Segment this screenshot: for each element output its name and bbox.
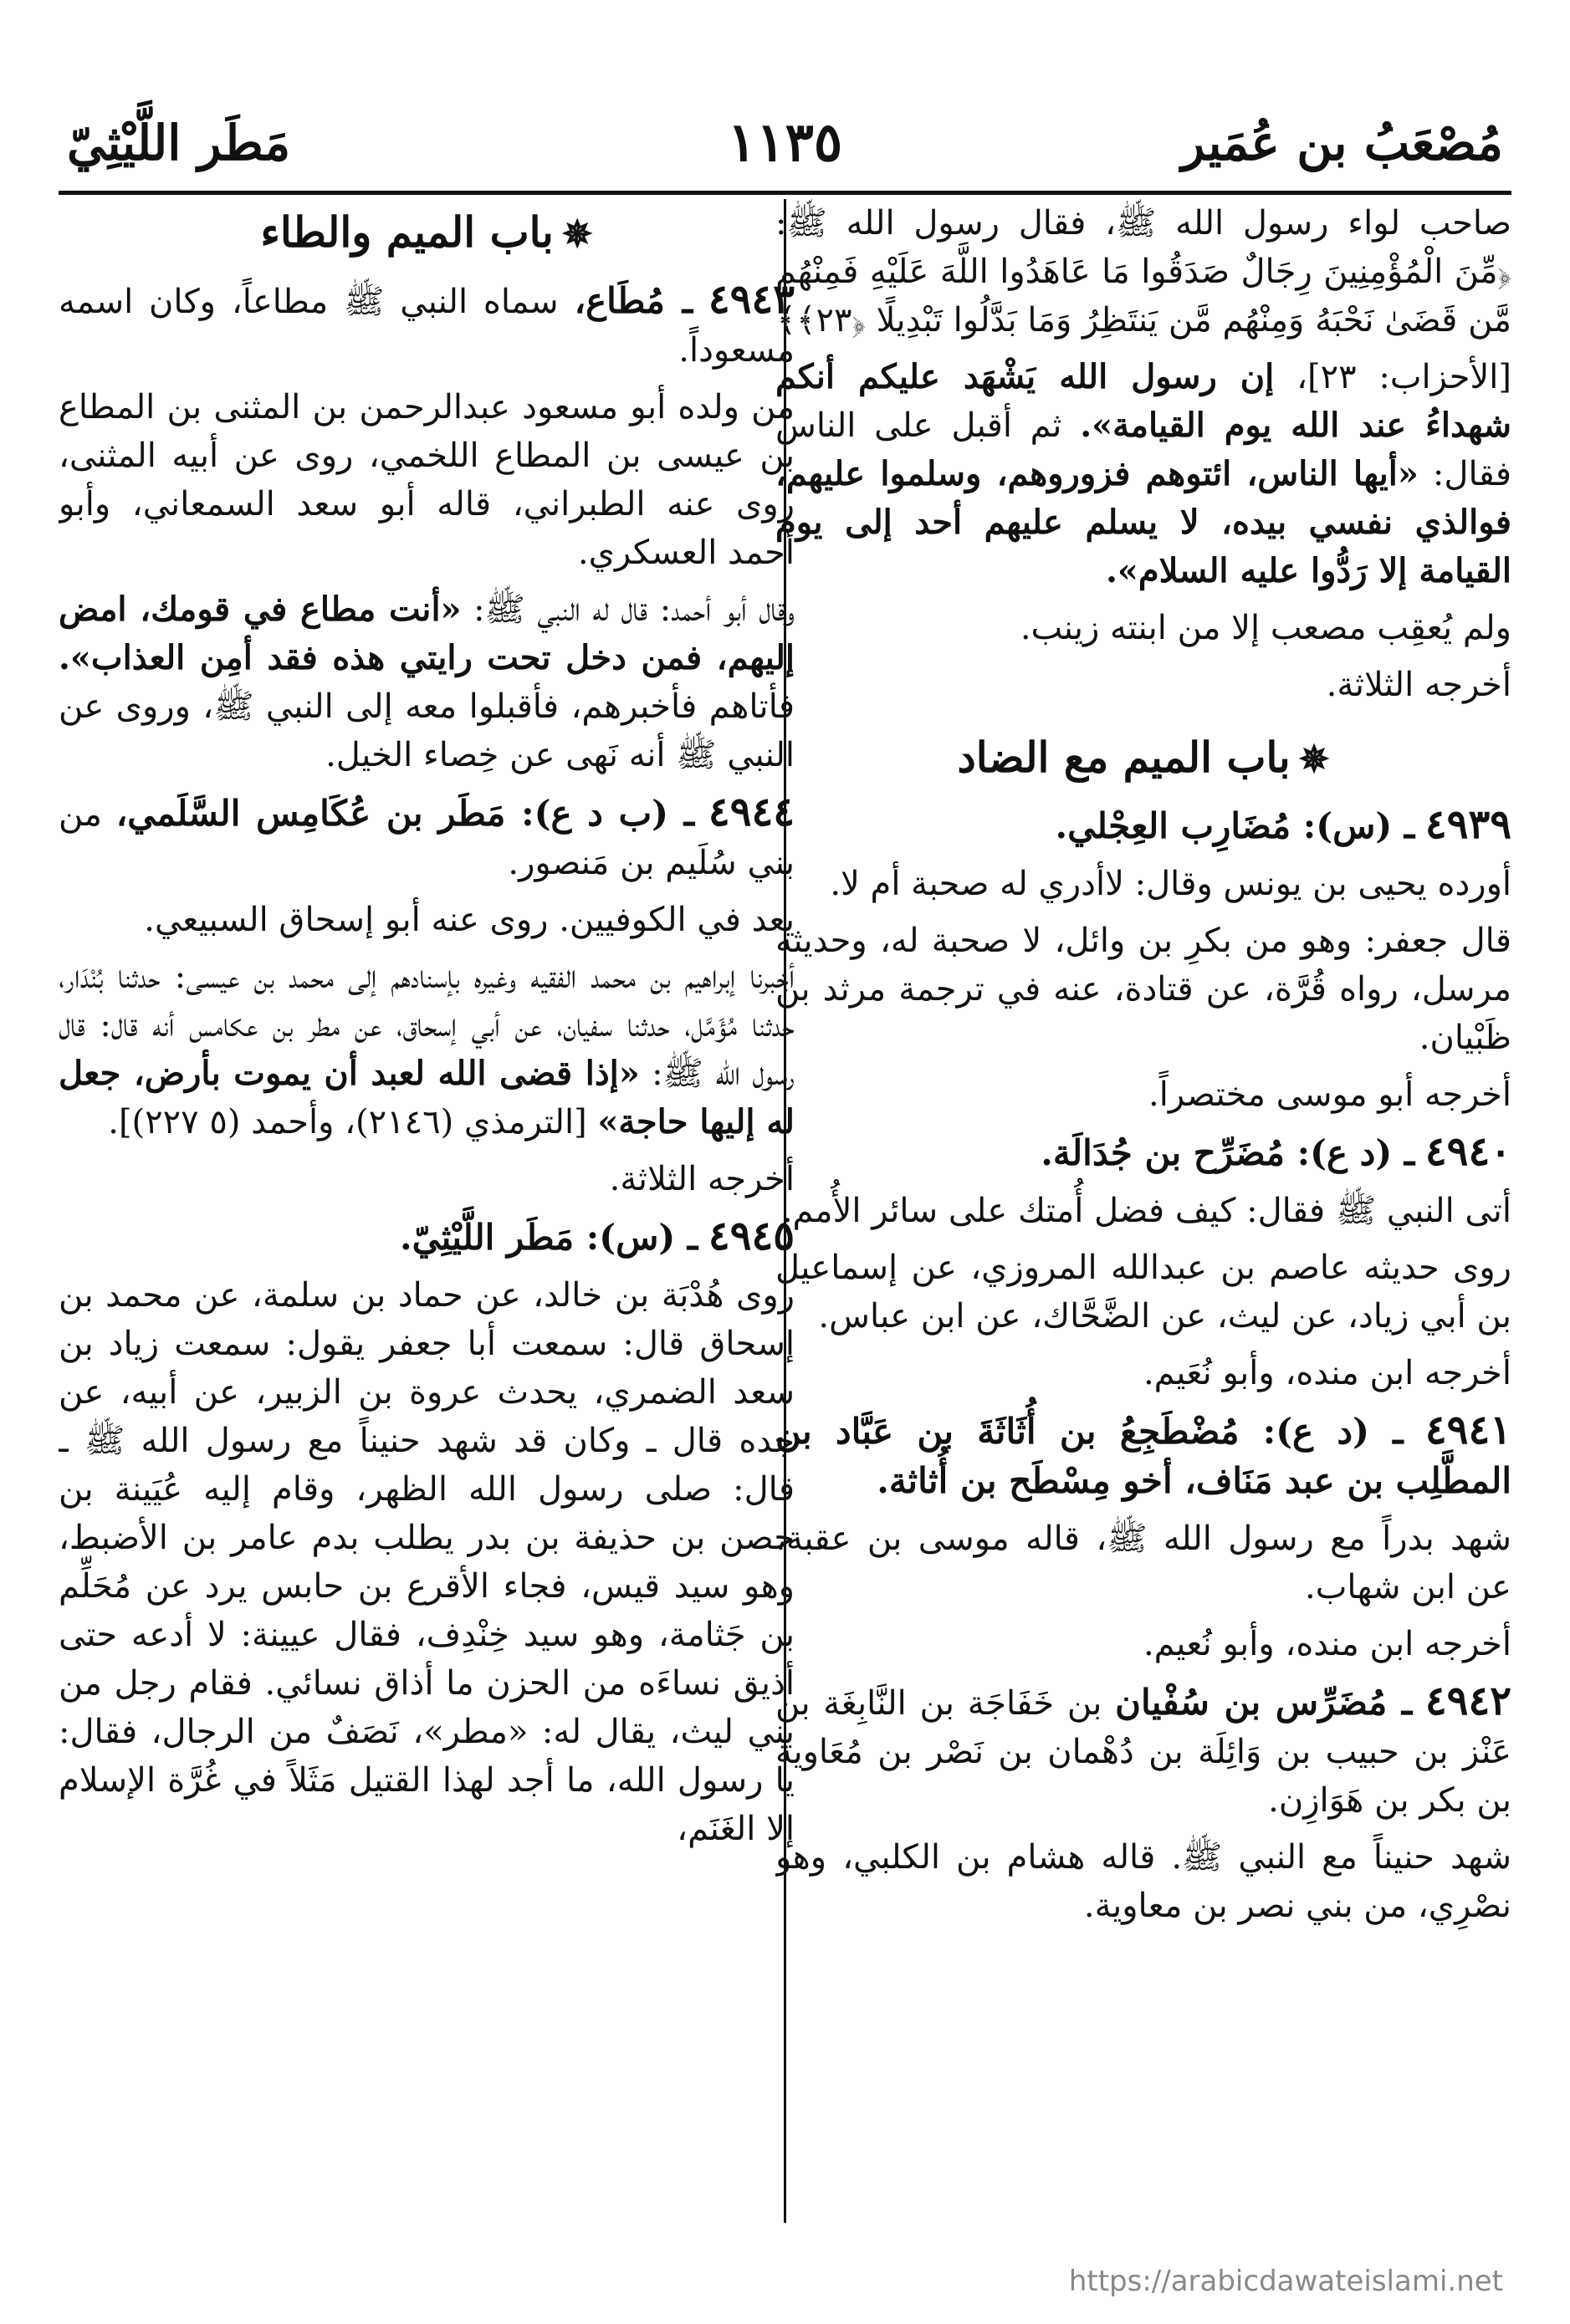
citation: [الترمذي (٢١٤٦)، وأحمد (٥ ٢٢٧)]. <box>108 1103 587 1142</box>
paragraph: أتى النبي ﷺ فقال: كيف فضل أُمتك على سائر الأُمم. <box>781 1192 1511 1230</box>
entry-title: ـ مُطَاع، <box>574 280 693 321</box>
watermark-url: https://arabicdawateislami.net <box>1068 2265 1503 2298</box>
right-column <box>775 199 1511 2223</box>
entry-text: سماه النبي ﷺ مطاعاً، وكان اسمه مسعوداً. <box>59 283 795 370</box>
entry <box>775 1677 1511 1825</box>
entry <box>59 1212 795 1263</box>
paragraph: أخرجه ابن منده، وأبو نُعَيم. <box>1143 1354 1511 1392</box>
left-column <box>59 199 795 2223</box>
entry-title: ـ مُضَرِّس بن سُفْيان <box>1115 1682 1413 1723</box>
entry-number: ٤٩٣٩ <box>1424 801 1511 848</box>
entry <box>775 1406 1511 1506</box>
entry-number: ٤٩٤٣ <box>708 276 795 323</box>
entry <box>775 1127 1511 1178</box>
page-number: ١١٣٥ <box>727 111 843 174</box>
paragraph: من ولده أبو مسعود عبدالرحمن بن المثنى بن المطاع بن عيسى بن المطاع اللخمي، روى عن أبيه المثنى، روى عنه الطبراني، قاله أبو سعد السمعاني، وأبو أحمد العسكري. <box>59 388 795 572</box>
paragraph <box>59 953 795 1147</box>
paragraph: أخرجه ابن منده، وأبو نُعيم. <box>1143 1625 1511 1663</box>
running-title-right: مُصْعَبُ بن عُمَير <box>1181 115 1503 171</box>
paragraph: أخرجه الثلاثة. <box>609 1160 795 1198</box>
star-ornament-icon: ✵ <box>561 213 593 256</box>
entry-lineage: بن خَفَاجَة بن النَّابِغَة بن عَنْز بن حبيب بن وَائِلَة بن دُهْمان بن نَصْر بن مُعَاوية بن بكر بن هَوَازِن. <box>775 1684 1511 1820</box>
paragraph: يعد في الكوفيين. روى عنه أبو إسحاق السبيعي. <box>144 901 795 939</box>
entry-number: ٤٩٤٠ <box>1424 1128 1511 1175</box>
text: أخبرنا إبراهيم بن محمد الفقيه وغيره بإسنادهم إلى محمد بن عيسى: حدثنا بُنْدَار، حدثنا مُؤَمَّل، حدثنا سفيان، عن أبي إسحاق، عن مطر بن عكامس أنه قال: قال رسول الله ﷺ: <box>59 958 795 1093</box>
entry-number: ٤٩٤٤ <box>708 789 795 835</box>
paragraph: روى هُدْبَة بن خالد، عن حماد بن سلمة، عن محمد بن إسحاق قال: سمعت أبا جعفر يقول: سمعت زياد بن سعد الضمري، يحدث عروة بن الزبير، عن أبيه، عن جده قال ـ وكان قد شهد حنيناً مع رسول الله ﷺ ـ قال: صلى رسول الله الظهر، وقام إليه عُيَينة بن حصن بن حذيفة بن بدر يطلب بدم عامر بن الأضبط، وهو سيد قيس، فجاء الأقرع بن حابس يرد عن مُحَلِّم بن جَثامة، وهو سيد خِنْدِف، فقال عيينة: لا أدعه حتى أذيق نساءَه من الحزن ما أذاق نسائي. فقام رجل من بني ليث، يقال له: «مطر»، نَصَفٌ من الرجال، فقال: يا رسول الله، ما أجد لهذا القتيل مَثَلاً في غُرَّة الإسلام إلا الغَنَم، <box>59 1276 795 1848</box>
text: فأتاهم فأخبرهم، فأقبلوا معه إلى النبي ﷺ، وروى عن النبي ﷺ أنه نَهى عن خِصاء الخيل. <box>59 687 795 774</box>
chapter-heading: ✵باب الميم مع الضاد <box>957 733 1330 782</box>
paragraph: أخرجه أبو موسى مختصراً. <box>1148 1075 1511 1114</box>
entry-number: ٤٩٤١ <box>1424 1407 1511 1453</box>
paragraph: أورده يحيى بن يونس وقال: لاأدري له صحبة أم لا. <box>830 865 1511 903</box>
entry-title: ـ (س): مُضَارِب العِجْلي. <box>1055 805 1415 846</box>
paragraph: صاحب لواء رسول الله ﷺ، فقال رسول الله ﷺ: ﴿مِّنَ الْمُؤْمِنِينَ رِجَالٌ صَدَقُوا مَا عَاهَدُوا اللَّهَ عَلَيْهِ فَمِنْهُم مَّن قَضَىٰ نَحْبَهُ وَمِنْهُم مَّن يَنتَظِرُ وَمَا بَدَّلُوا تَبْدِيلًا ﴿٢٣﴾﴾ <box>775 204 1511 340</box>
entry-title: ـ (ب د ع): مَطَر بن عُكَامِس السَّلَمي، <box>115 793 695 834</box>
hadith-text: إن رسول الله يَشْهَد عليكم أنكم شهداءُ عند الله يوم القيامة». <box>775 357 1511 445</box>
paragraph: شهد بدراً مع رسول الله ﷺ، قاله موسى بن عقبة، عن ابن شهاب. <box>775 1520 1511 1606</box>
hadith-text: «إذا قضى الله لعبد أن يموت بأرض، جعل له إليها حاجة» <box>59 1054 795 1142</box>
entry <box>59 275 795 375</box>
entry-title: ـ (د ع): مُضْطَجِعُ بن أُثَاثَةَ بن عَبَّاد بن المطَّلِب بن عبد مَنَاف، أخو مِسْطَح بن أُثاثة. <box>775 1411 1511 1501</box>
paragraph: شهد حنيناً مع النبي ﷺ. قاله هشام بن الكلبي، وهو نصْرِي، من بني نصر بن معاوية. <box>775 1838 1511 1925</box>
entry-number: ٤٩٤٥ <box>708 1213 795 1259</box>
entry-number: ٤٩٤٢ <box>1424 1678 1511 1724</box>
entry-title: ـ (س): مَطَر اللَّيْثِيّ. <box>399 1217 698 1258</box>
text: وقال أبو أحمد: قال له النبي ﷺ: <box>473 590 795 629</box>
hadith-text: «أنت مطاع في قومك، امض إليهم، فمن دخل تحت رايتي هذه فقد أمِن العذاب». <box>59 590 795 677</box>
chapter-heading: ✵باب الميم والطاء <box>260 207 593 257</box>
paragraph: أخرجه الثلاثة. <box>1326 666 1511 704</box>
citation: [الأحزاب: ٢٣]، <box>1296 358 1511 396</box>
paragraph: قال جعفر: وهو من بكرِ بن وائل، لا صحبة له، وحديثه مرسل، رواه قُرَّة، عن قتادة، عنه في ترجمة مرثد بن ظَبْيان. <box>775 922 1511 1057</box>
paragraph <box>775 353 1511 595</box>
entry <box>59 788 795 887</box>
entry-text: من بني سُلَيم بن مَنصور. <box>59 795 795 882</box>
page-header <box>59 99 1511 195</box>
star-ornament-icon: ✵ <box>1298 738 1330 781</box>
text: ثم أقبل على الناس فقال: <box>775 406 1511 493</box>
paragraph: ولم يُعقِب مصعب إلا من ابنته زينب. <box>1020 609 1511 647</box>
paragraph: روى حديثه عاصم بن عبدالله المروزي، عن إسماعيل بن أبي زياد، عن ليث، عن الضَّحَّاك، عن ابن عباس. <box>775 1249 1511 1336</box>
paragraph <box>59 585 795 779</box>
running-title-left: مَطَر اللَّيْثِيّ <box>67 115 291 171</box>
hadith-text: «أيها الناس، ائتوهم فزوروهم، وسلموا عليهم، فوالذي نفسي بيده، لا يسلم عليهم أحد إلى يوم القيامة إلا رَدُّوا عليه السلام». <box>775 454 1511 590</box>
entry <box>775 800 1511 851</box>
entry-title: ـ (د ع): مُضَرِّح بن جُدَالَة. <box>1041 1132 1415 1173</box>
